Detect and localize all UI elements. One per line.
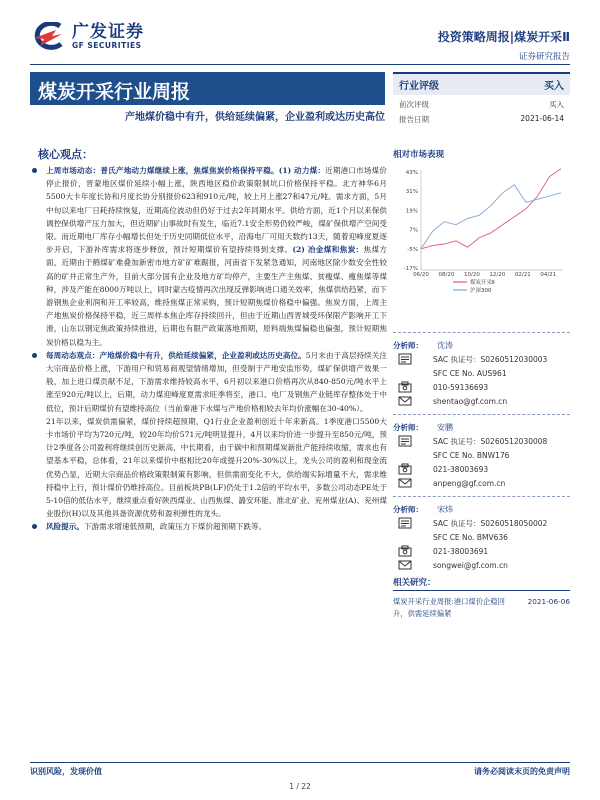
analyst-card (393, 420, 570, 490)
analyst-name: 安鹏 (437, 422, 453, 432)
gf-logo (30, 22, 144, 50)
x-tick-label: 12/20 (489, 272, 506, 278)
phone-number: 010-59136693 (433, 382, 489, 392)
email-address[interactable]: shentao@gf.com.cn (433, 396, 508, 406)
y-tick-label: 7% (409, 227, 418, 234)
header-divider (30, 64, 570, 65)
report-title: 煤炭开采行业周报 (38, 81, 191, 103)
met-coal-text: 焦煤方面，近期由于鹤煤矿难叠加新密市地方矿矿难踞报，河南省下发紧急通知，河南地区除少数安全性较高的矿井正常生产外，目前大部分国有企业及地方矿均停产，主要生产主焦煤、贫瘦煤、瘦焦煤等煤种，涉及产能在8000万吨以上，同时蒙古疫情再次出现反弹影响进口通关效率，焦煤供给趋紧，而下游钢焦企业利润和开工率较高，维持焦煤正常采购，预计短期焦煤价格稳中偏强。焦炭方面，上周主产地焦炭价格保持平稳，近三周样本焦企库存持续回升，但由于近期山西晋城受环保限产影响开工下滑，山东以钢定焦政策持续推进，后期也有限产政策落地预期，原料端焦煤偏稳也偏强，预计短期焦炭价格以稳为主。 (46, 245, 387, 347)
email-icon (393, 396, 417, 406)
logo-en-text: GF SECURITIES (72, 40, 142, 50)
paragraph-risk (42, 520, 387, 533)
rating-label: 行业评级 (399, 81, 439, 92)
analyst-label: 分析师： (393, 340, 423, 350)
report-subtitle: 产地煤价稳中有升，供给延续偏紧，企业盈利或达历史高位 (125, 112, 385, 123)
x-tick-label: 10/20 (463, 272, 480, 278)
report-sub: 证券研究报告 (518, 52, 570, 62)
y-tick-label: 19% (405, 208, 418, 215)
sac-number: SAC 执证号：S0260512030008 (433, 436, 548, 446)
related-item-date: 2021-06-06 (527, 597, 570, 606)
report-date-value: 2021-06-14 (520, 114, 564, 123)
analyst-label: 分析师： (393, 504, 423, 514)
y-tick-label: 43% (405, 170, 418, 176)
analyst-name: 宋炜 (437, 504, 453, 514)
market-dynamics-heading: 上周市场动态：普氏产地动力煤继续上涨，焦煤焦炭价格保持平稳。(1) 动力煤： (46, 166, 326, 175)
analyst-separator (393, 496, 570, 497)
email-icon (393, 560, 417, 570)
phone-icon (393, 545, 417, 557)
market-dynamics-text: 近期港口市场煤价停止报价，晋蒙地区煤价延续小幅上涨，陕西地区稳价政策限制坑口价格保持平稳。北方神华6月5500大卡年度长协和月度长协分别报价623和910元/吨，较上月上涨27和47元/吨。需求方面，5月中旬以来电厂日耗持续恢复，近期高位波动但仍好于过去2年同期水平。供给方面，近1个月以来保供调控保供增产压力加大，但近期矿山事故时有发生，临近7.1安全形势仍较严峻，煤矿保供增产空间受限。而近期电厂库存小幅增长但处于历史同期低位水平，沿海电厂可用天数约13天，随着迎峰度夏逐步开启，下游补库需求将逐步释放，预计短期煤价有望持续得到支撑。 (46, 166, 388, 255)
y-tick-label: -5% (407, 246, 418, 253)
page-number: 1 / 22 (289, 782, 311, 791)
prev-rating-value: 买入 (549, 100, 564, 109)
x-tick-label: 04/21 (540, 272, 557, 278)
x-tick-label: 08/20 (438, 272, 455, 278)
chart-title: 相对市场表现 (393, 150, 445, 160)
phone-number: 021-38003693 (433, 464, 489, 474)
outlook-text: 21年以来，煤炭供需偏紧，煤价持续超预期，Q1行业企业盈利创近十年来新高。1季度港口5500大卡市场价平均为720元/吨，较20年均价571元/吨明显提升，4月以来均价进一步提升至850元/吨，预计2季度各公司盈利将继续创历史新高，中长期看，由于碳中和预期煤炭新批产能持续收缩，需求也有望基本平稳，总体看，21年以来煤价中枢相比20年或提升20%-30%以上，龙头公司的盈利和现金流优势凸显，近期大宗商品价格政策限制策有影响，但供需面变化不大，供给端实际增量不大，需求维持稳中上行，预计煤价仍维持高位。目前板块PB(LF)仍处于1.2倍的平均水平，多数公司动态PE处于5-10倍的低估水平，继续重点看好陕西煤业、山西焦煤、潞安环能、淮北矿业、兖州煤业(A)、兖州煤业股份(H)以及其他具备资源优势和盈利弹性的龙头。 (46, 416, 387, 519)
x-tick-label: 06/20 (413, 272, 429, 278)
id-card-icon (393, 353, 417, 365)
report-type: 投资策略周报|煤炭开采Ⅱ (437, 30, 570, 44)
sac-number: SAC 执证号：S0260518050002 (433, 518, 548, 528)
phone-icon (393, 463, 417, 475)
met-coal-heading: (2) 冶金煤和焦炭： (292, 245, 364, 255)
analyst-separator (393, 332, 570, 333)
related-title: 相关研究： (393, 576, 570, 591)
weekly-view-heading: 每周动态观点：产地煤价稳中有升，供给延续偏紧，企业盈利或达历史高位。 (46, 350, 306, 360)
risk-heading: 风险提示。 (46, 522, 84, 532)
coal-series-line (421, 169, 561, 249)
core-views-body (42, 164, 387, 534)
y-tick-label: 31% (405, 189, 418, 196)
logo-icon (30, 22, 66, 50)
bullet-icon (32, 353, 37, 358)
paragraph-weekly-view (42, 349, 387, 415)
bullet-icon (32, 168, 37, 173)
x-tick-label: 02/21 (514, 272, 531, 278)
footer-disclaimer: 请务必阅读末页的免责声明 (474, 767, 570, 776)
phone-icon (393, 381, 417, 393)
sfc-number: SFC CE No. BMV636 (433, 532, 508, 542)
analyst-card (393, 502, 570, 572)
id-card-icon (393, 435, 417, 447)
legend-label: 沪深300 (470, 288, 492, 294)
paragraph-market-dynamics (42, 164, 387, 349)
analyst-separator (393, 414, 570, 415)
report-date-label: 报告日期 (399, 115, 429, 124)
sfc-number: SFC CE No. AUS961 (433, 368, 507, 378)
id-card-icon (393, 517, 417, 529)
title-banner (30, 72, 385, 105)
email-icon (393, 478, 417, 488)
analyst-name: 沈涛 (437, 340, 453, 350)
legend-label: 煤炭开采Ⅱ (470, 280, 495, 286)
email-address[interactable]: songwei@gf.com.cn (433, 560, 508, 570)
y-tick-label: -17% (403, 266, 418, 272)
related-research (393, 576, 570, 620)
logo-cn-text: 广发证券 (72, 21, 144, 42)
related-item[interactable] (393, 596, 570, 620)
core-views-title: 核心观点： (38, 148, 93, 161)
rating-value: 买入 (544, 81, 564, 92)
relative-performance-chart (393, 160, 570, 320)
analyst-label: 分析师： (393, 422, 423, 432)
hs300-series-line (421, 185, 561, 249)
related-item-text[interactable]: 煤炭开采行业周报:港口煤价企稳回升，供需延续偏紧 (393, 597, 505, 618)
paragraph-outlook (42, 415, 387, 521)
prev-rating-label: 前次评级 (399, 100, 429, 109)
rating-box (393, 72, 570, 125)
analyst-card (393, 338, 570, 408)
phone-number: 021-38003691 (433, 546, 489, 556)
bullet-icon (32, 524, 37, 529)
footer-divider (30, 762, 570, 763)
weekly-view-text: 5月末由于高层持续关注大宗商品价格上涨，下游用户和贸易商观望情绪增加，但受制于产地安监形势，煤矿保供增产效果一般，加上进口煤贡献不足，下游需求维持较高水平，6月初以来港口价格再次从840-850元/吨水平上涨至920元/吨以上，后期，动力煤迎峰度夏需求旺季将至，港口、电厂及钢焦产业链库存整体处于中低位，预计后期煤价有望维持高位（当前秦港下水煤与产地价格相较去年均价涨幅在30-40%）。 (46, 350, 387, 413)
risk-text: 下游需求增速低预期，政策压力下煤价超预期下跌等。 (83, 522, 267, 532)
sfc-number: SFC CE No. BNW176 (433, 450, 510, 460)
footer-slogan: 识别风险，发现价值 (30, 767, 102, 776)
sac-number: SAC 执证号：S0260512030003 (433, 354, 548, 364)
email-address[interactable]: anpeng@gf.com.cn (433, 478, 506, 488)
